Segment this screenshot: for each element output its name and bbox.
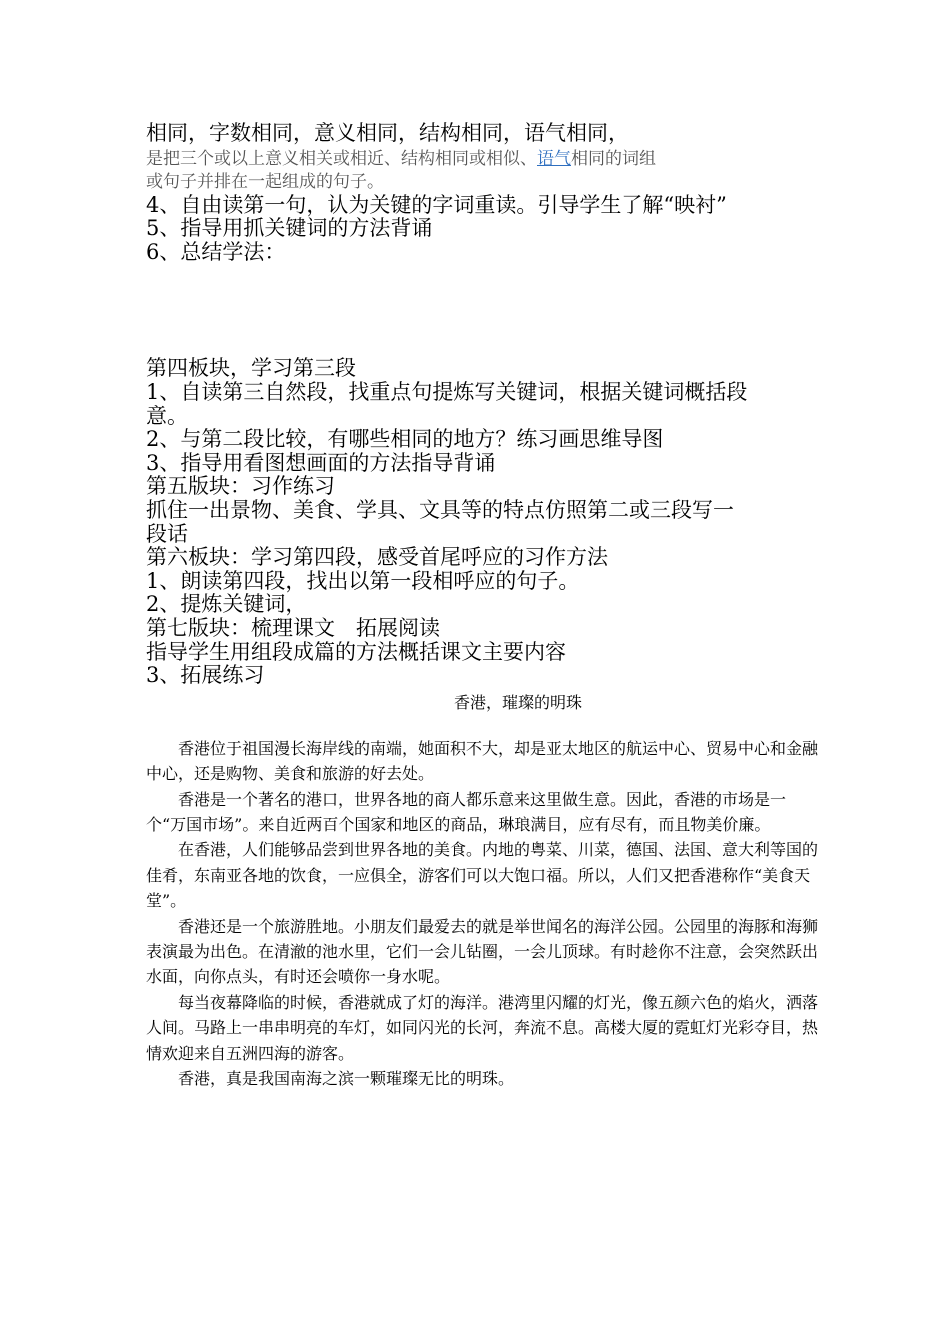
definition-text — [146, 148, 826, 194]
section-heading: 第四板块，学习第三段 — [146, 356, 356, 381]
definition-line: 或句子并排在一起组成的句子。 — [146, 171, 384, 192]
step-item: 4、自由读第一句，认为关键的字词重读。引导学生了解“映衬” — [146, 192, 727, 217]
step-item: 抓住一出景物、美食、学具、文具等的特点仿照第二或三段写一 — [146, 497, 734, 522]
step-item: 段话 — [146, 521, 188, 546]
step-item: 3、拓展练习 — [146, 663, 265, 688]
yuqi-link[interactable]: 语气 — [537, 148, 571, 169]
story-paragraph: 香港，真是我国南海之滨一颗璀璨无比的明珠。 — [178, 1068, 515, 1088]
step-item: 1、朗读第四段，找出以第一段相呼应的句子。 — [146, 568, 580, 593]
story-paragraph: 在香港，人们能够品尝到世界各地的美食。内地的粤菜、川菜，德国、法国、意大利等国的佳肴，东南亚各地的饮食，一应俱全，游客们可以大饱口福。所以，人们又把香港称作“美食天堂”。 — [146, 840, 819, 911]
story-title: 香港，璀璨的明珠 — [454, 692, 583, 712]
text-line: 相同，字数相同，意义相同，结构相同，语气相同， — [146, 121, 629, 145]
step-item: 2、与第二段比较，有哪些相同的地方？练习画思维导图 — [146, 427, 664, 452]
step-item: 3、指导用看图想画面的方法指导背诵 — [146, 450, 496, 475]
section-heading: 第五版块：习作练习 — [146, 474, 335, 499]
step-item: 2、提炼关键词， — [146, 592, 307, 617]
story-body — [146, 736, 826, 1092]
story-paragraph: 香港还是一个旅游胜地。小朋友们最爱去的就是举世闻名的海洋公园。公园里的海豚和海狮表演最为出色。在清澈的池水里，它们一会儿钻圈，一会儿顶球。有时趁你不注意，会突然跃出水面，向你点头，有时还会喷你一身水呢。 — [146, 916, 819, 987]
story-paragraph: 每当夜幕降临的时候，香港就成了灯的海洋。港湾里闪耀的灯光，像五颜六色的焰火，洒落人间。马路上一串串明亮的车灯，如同闪光的长河，奔流不息。高楼大厦的霓虹灯光彩夺目，热情欢迎来自五洲四海的游客。 — [146, 992, 819, 1063]
section-heading: 第六板块：学习第四段，感受首尾呼应的习作方法 — [146, 545, 608, 570]
blank-space — [146, 264, 826, 357]
definition-part: 相同的词组 — [571, 148, 656, 169]
step-item: 指导学生用组段成篇的方法概括课文主要内容 — [146, 639, 566, 664]
document-page — [146, 122, 826, 1091]
step-item: 5、指导用抓关键词的方法背诵 — [146, 216, 433, 241]
step-item: 意。 — [146, 403, 188, 428]
story-paragraph: 香港位于祖国漫长海岸线的南端，她面积不大，却是亚太地区的航运中心、贸易中心和金融中心，还是购物、美食和旅游的好去处。 — [146, 738, 819, 784]
step-item: 6、总结学法： — [146, 239, 286, 264]
definition-line — [146, 148, 826, 171]
definition-part: 是把三个或以上意义相关或相近、结构相同或相似、 — [146, 148, 537, 169]
story-paragraph: 香港是一个著名的港口，世界各地的商人都乐意来这里做生意。因此，香港的市场是一个“万国市场”。来自近两百个国家和地区的商品，琳琅满目，应有尽有，而且物美价廉。 — [146, 789, 787, 834]
section-heading: 第七版块：梳理课文 拓展阅读 — [146, 615, 440, 640]
step-item: 1、自读第三自然段，找重点句提炼写关键词，根据关键词概括段 — [146, 379, 748, 404]
